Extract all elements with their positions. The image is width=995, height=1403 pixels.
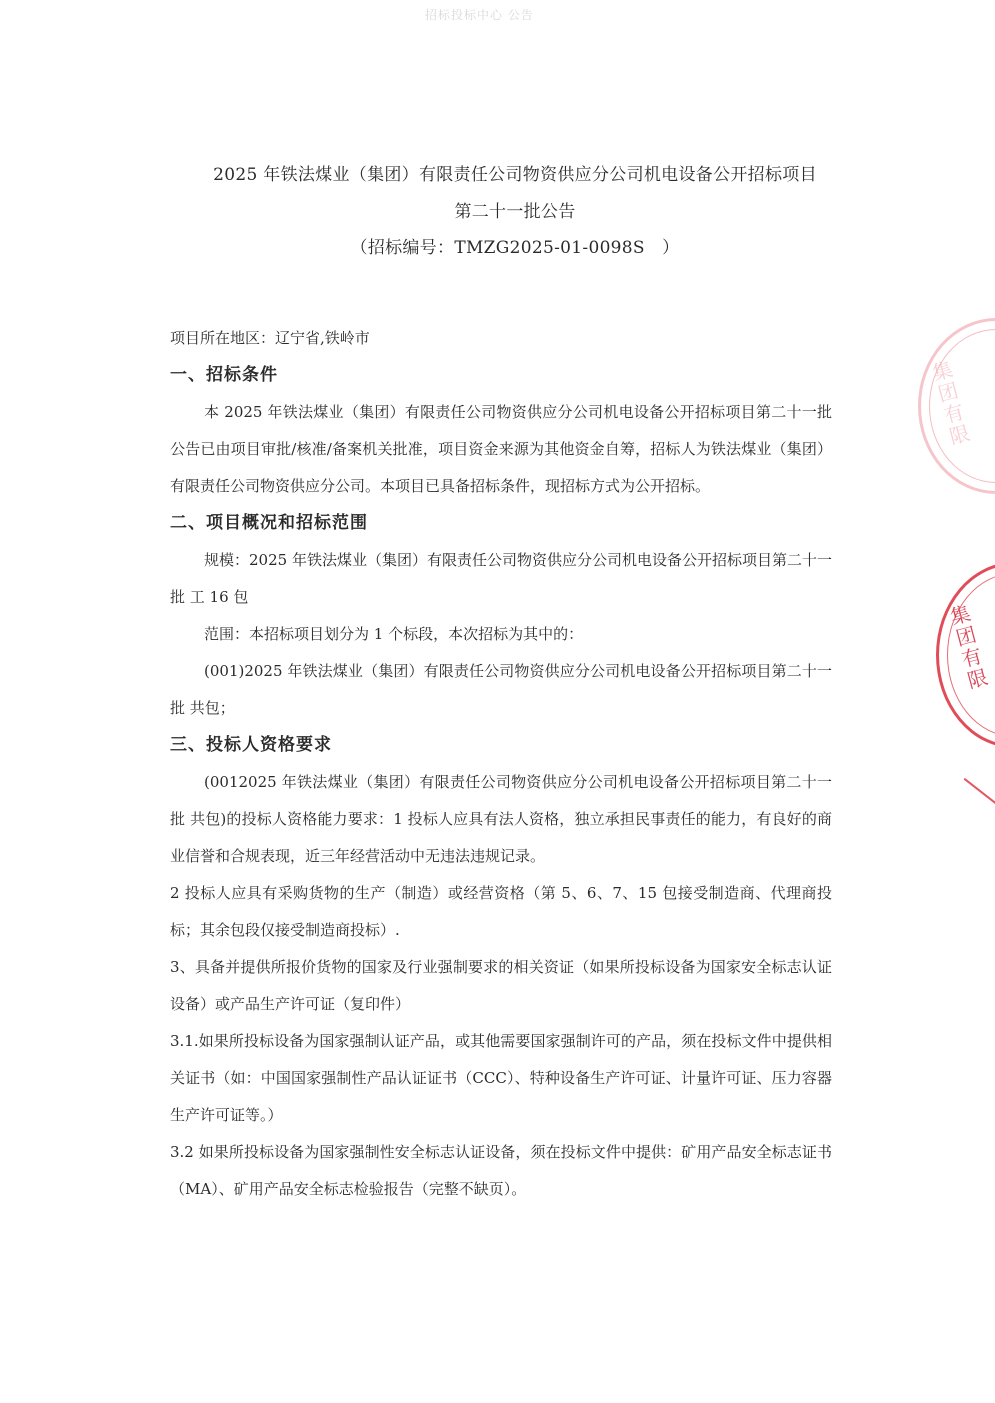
section-3-requirement-3-2: 3.2 如果所投标设备为国家强制性安全标志认证设备，须在投标文件中提供：矿用产品安全标志证书（MA）、矿用产品安全标志检验报告（完整不缺页）。 bbox=[170, 1143, 832, 1198]
red-seal-stamp bbox=[936, 562, 995, 748]
header-watermark: 招标投标中心 公告 bbox=[425, 8, 534, 22]
section-3-requirement-3: 3、具备并提供所报价货物的国家及行业强制要求的相关资证（如果所投标设备为国家安全标志认证设备）或产品生产许可证（复印件） bbox=[170, 958, 832, 1013]
seal-1-text: 集团有限 bbox=[929, 356, 973, 450]
section-3-requirement-2: 2 投标人应具有采购货物的生产（制造）或经营资格（第 5、6、7、15 包接受制造商、代理商投标；其余包段仅接受制造商投标）. bbox=[170, 884, 832, 939]
project-location: 项目所在地区：辽宁省,铁岭市 bbox=[170, 329, 370, 347]
section-1-paragraph: 本 2025 年铁法煤业（集团）有限责任公司物资供应分公司机电设备公开招标项目第二十一批公告已由项目审批/核准/备案机关批准，项目资金来源为其他资金自筹，招标人为铁法煤业（集团）有限责任公司物资供应分公司。本项目已具备招标条件，现招标方式为公开招标。 bbox=[170, 403, 832, 495]
tender-number: （招标编号：TMZG2025-01-0098S ） bbox=[350, 238, 680, 258]
section-3-heading: 三、投标人资格要求 bbox=[170, 735, 332, 755]
section-3-requirement-1: (0012025 年铁法煤业（集团）有限责任公司物资供应分公司机电设备公开招标项目第二十一批 共包)的投标人资格能力要求：1 投标人应具有法人资格，独立承担民事责任的能力，有良好的商业信誉和合规表现，近三年经营活动中无违法违规记录。 bbox=[170, 773, 832, 865]
section-3-requirement-3-1: 3.1.如果所投标设备为国家强制认证产品，或其他需要国家强制许可的产品，须在投标文件中提供相关证书（如：中国国家强制性产品认证证书（CCC）、特种设备生产许可证、计量许可证、压力容器生产许可证等。） bbox=[170, 1032, 832, 1124]
section-2-scope: 范围：本招标项目划分为 1 个标段，本次招标为其中的： bbox=[204, 625, 584, 643]
section-2-heading: 二、项目概况和招标范围 bbox=[170, 513, 368, 533]
title-line-1: 2025 年铁法煤业（集团）有限责任公司物资供应分公司机电设备公开招标项目 bbox=[213, 165, 817, 185]
title-line-2: 第二十一批公告 bbox=[454, 202, 576, 222]
document-body bbox=[170, 320, 832, 1208]
section-1-heading: 一、招标条件 bbox=[170, 365, 278, 385]
section-2-lot: (001)2025 年铁法煤业（集团）有限责任公司物资供应分公司机电设备公开招标项目第二十一批 共包； bbox=[170, 662, 832, 717]
section-2-scale: 规模：2025 年铁法煤业（集团）有限责任公司物资供应分公司机电设备公开招标项目第二十一批 工 16 包 bbox=[170, 551, 832, 606]
red-seal-stamp-faint bbox=[918, 318, 995, 494]
seal-2-text: 集团有限 bbox=[947, 600, 991, 694]
seal-signature-stroke bbox=[964, 778, 995, 804]
